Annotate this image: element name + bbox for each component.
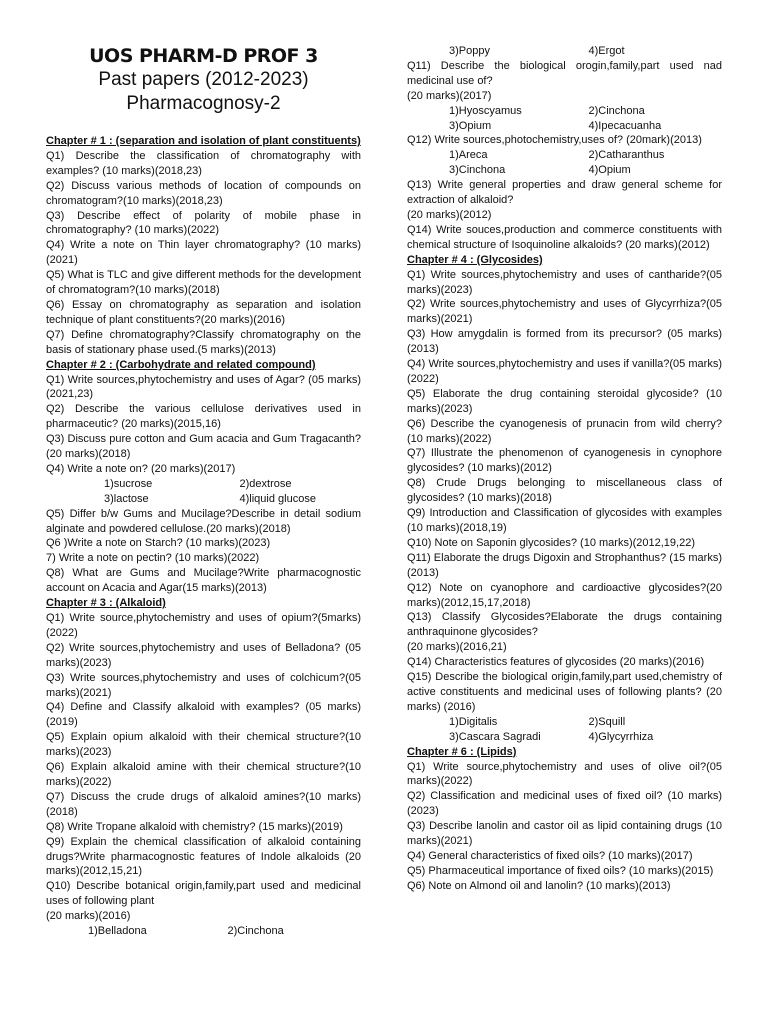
question: Q1) Write source,phytochemistry and uses of olive oil?(05 marks)(2022) [407,760,722,788]
question: Q4) General characteristics of fixed oils? (10 marks)(2017) [407,849,693,862]
question: Q3) Discuss pure cotton and Gum acacia and Gum Tragacanth? (20 marks)(2018) [46,433,361,461]
question-marks: (20 marks)(2012) [407,208,492,221]
chapter-6-heading: Chapter # 6 : (Lipids) [407,745,517,758]
option: 2)dextrose [239,477,292,490]
option: 4)Glycyrrhiza [588,730,654,743]
question: Q6 )Write a note on Starch? (10 marks)(2023) [46,537,271,550]
question: Q13) Write general properties and draw general scheme for extraction of alkaloid? [407,179,722,207]
question: Q10) Note on Saponin glycosides? (10 marks)(2012,19,22) [407,536,695,549]
question: Q1) Write sources,phytochemistry and uses of cantharide?(05 marks)(2023) [407,268,722,296]
question: Q10) Describe botanical origin,family,part used and medicinal uses of following plant [46,880,361,908]
option-list [46,924,361,939]
option: 3)Poppy [449,45,490,57]
question: Q7) Illustrate the phenomenon of cyanogenesis in cynophore glycosides? (10 marks)(2012) [407,447,722,475]
question: Q7) Define chromatography?Classify chromatography on the basis of stationary phase used.(5 marks)(2013) [46,328,361,356]
question: Q3) How amygdalin is formed from its precursor? (05 marks)(2013) [407,328,722,356]
question: Q14) Characteristics features of glycosides (20 marks)(2016) [407,656,705,669]
option: 1)sucrose [104,477,153,490]
question: Q3) Describe effect of polarity of mobile phase in chromatography? (10 marks)(2022) [46,209,361,237]
question: Q13) Classify Glycosides?Elaborate the drugs containing anthraquinone glycosides? [407,611,722,639]
option: 1)Areca [449,149,488,162]
doc-title: UOS PHARM-D PROF 3 [89,45,318,67]
question: Q6) Note on Almond oil and lanolin? (10 marks)(2013) [407,879,671,892]
question: Q2) Describe the various cellulose derivatives used in pharmaceutic? (20 marks)(2015,16) [46,403,361,431]
question: Q12) Write sources,photochemistry,uses of? (20mark)(2013) [407,134,702,147]
option: 4)Opium [588,164,631,177]
question: Q11) Describe the biological orogin,family,part used nad medicinal use of? [407,59,722,87]
option-list [407,104,722,134]
option: 1)Belladona [88,925,147,938]
question-marks: (20 marks)(2016,21) [407,641,507,654]
question: Q5) Explain opium alkaloid with their chemical structure?(10 marks)(2023) [46,731,361,759]
question: Q1) Write sources,phytochemistry and uses of Agar? (05 marks)(2021,23) [46,373,361,401]
question: Q3) Write sources,phytochemistry and uses of colchicum?(05 marks)(2021) [46,671,361,699]
option: 4)liquid glucose [239,492,316,505]
question: Q4) Write a note on Thin layer chromatography? (10 marks)(2021) [46,239,361,267]
option-list [407,715,722,745]
question: Q2) Write sources,phytochemistry and uses of Belladona? (05 marks)(2023) [46,641,361,669]
option: 2)Squill [588,715,626,728]
option: 1)Hyoscyamus [449,104,522,117]
question: Q14) Write souces,production and commerce constituents with chemical structure of Isoquinoline alkaloids? (20 marks)(2012) [407,223,722,251]
question: Q4) Define and Classify alkaloid with examples? (05 marks)(2019) [46,701,361,729]
question: Q7) Discuss the crude drugs of alkaloid amines?(10 marks)(2018) [46,790,361,818]
option: 2)Cinchona [588,104,645,117]
question: Q5) Elaborate the drug containing steroidal glycoside? (10 marks)(2023) [407,387,722,415]
option: 2)Catharanthus [588,149,665,162]
option: 3)lactose [104,492,149,505]
question: Q8) Write Tropane alkaloid with chemistry? (15 marks)(2019) [46,820,343,833]
question: Q4) Write sources,phytochemistry and uses if vanilla?(05 marks)(2022) [407,358,722,385]
option-list [407,44,722,59]
question: Q2) Discuss various methods of location of compounds on chromatogram?(10 marks)(2018,23) [46,179,361,207]
question: Q9) Introduction and Classification of glycosides with examples (10 marks)(2018,19) [407,507,722,534]
option-list [46,477,361,507]
question: Q6) Essay on chromatography as separation and isolation technique of plant constituents?(20 marks)(2016) [46,298,361,326]
question: Q1) Describe the classification of chromatography with examples? (10 marks)(2018,23) [46,149,361,177]
question: Q9) Explain the chemical classification of alkaloid containing drugs?Write pharmacognostic features of Indole alkaloids (20 marks)(2012,15,21) [46,835,361,878]
question: Q5) What is TLC and give different methods for the development of chromatogram?(10 marks)(2018) [46,269,361,297]
doc-subtitle: Past papers (2012-2023) [98,69,309,90]
question: Q6) Describe the cyanogenesis of prunacin from wild cherry? (10 marks)(2022) [407,417,722,445]
question: Q5) Differ b/w Gums and Mucilage?Describe in detail sodium alginate and powdered cellulose.(20 marks)(2018) [46,507,361,535]
option: 3)Cascara Sagradi [449,730,541,743]
question: Q4) Write a note on? (20 marks)(2017) [46,462,236,475]
doc-subject: Pharmacognosy-2 [126,93,281,114]
chapter-3-heading: Chapter # 3 : (Alkaloid) [46,597,166,610]
question: 7) Write a note on pectin? (10 marks)(2022) [46,552,260,565]
question: Q11) Elaborate the drugs Digoxin and Strophanthus? (15 marks)(2013) [407,551,722,579]
question: Q1) Write source,phytochemistry and uses of opium?(5marks)(2022) [46,612,361,639]
option: 4)Ipecacuanha [588,119,662,132]
question-marks: (20 marks)(2017) [407,89,492,102]
option: 2)Cinchona [227,925,284,938]
chapter-4-heading: Chapter # 4 : (Glycosides) [407,253,543,266]
option: 3)Opium [449,119,492,132]
question: Q2) Write sources,phytochemistry and uses of Glycyrrhiza?(05 marks)(2021) [407,298,722,326]
chapter-2-heading: Chapter # 2 : (Carbohydrate and related compound) [46,358,316,371]
option-list [407,148,722,178]
question: Q8) What are Gums and Mucilage?Write pharmacognostic account on Acacia and Agar(15 marks)(2013) [46,567,361,595]
question: Q12) Note on cyanophore and cardioactive glycosides?(20 marks)(2012,15,17,2018) [407,581,722,609]
option: 4)Ergot [588,45,625,57]
option: 1)Digitalis [449,715,498,728]
question: Q5) Pharmaceutical importance of fixed oils? (10 marks)(2015) [407,864,714,877]
question-marks: (20 marks)(2016) [46,910,131,923]
question: Q6) Explain alkaloid amine with their chemical structure?(10 marks)(2022) [46,761,361,788]
left-column [46,0,361,939]
chapter-1-heading: Chapter # 1 : (separation and isolation of plant constituents) [46,135,361,147]
title-block [46,44,361,116]
question: Q2) Classification and medicinal uses of fixed oil? (10 marks)(2023) [407,790,722,818]
right-column [407,0,722,894]
option: 3)Cinchona [449,164,506,177]
question: Q3) Describe lanolin and castor oil as lipid containing drugs (10 marks)(2021) [407,820,722,848]
question: Q8) Crude Drugs belonging to miscellaneous class of glycosides? (10 marks)(2018) [407,477,722,505]
question: Q15) Describe the biological origin,family,part used,chemistry of active constituents and medicinal uses of following plants? (20 marks) (2016) [407,671,722,713]
